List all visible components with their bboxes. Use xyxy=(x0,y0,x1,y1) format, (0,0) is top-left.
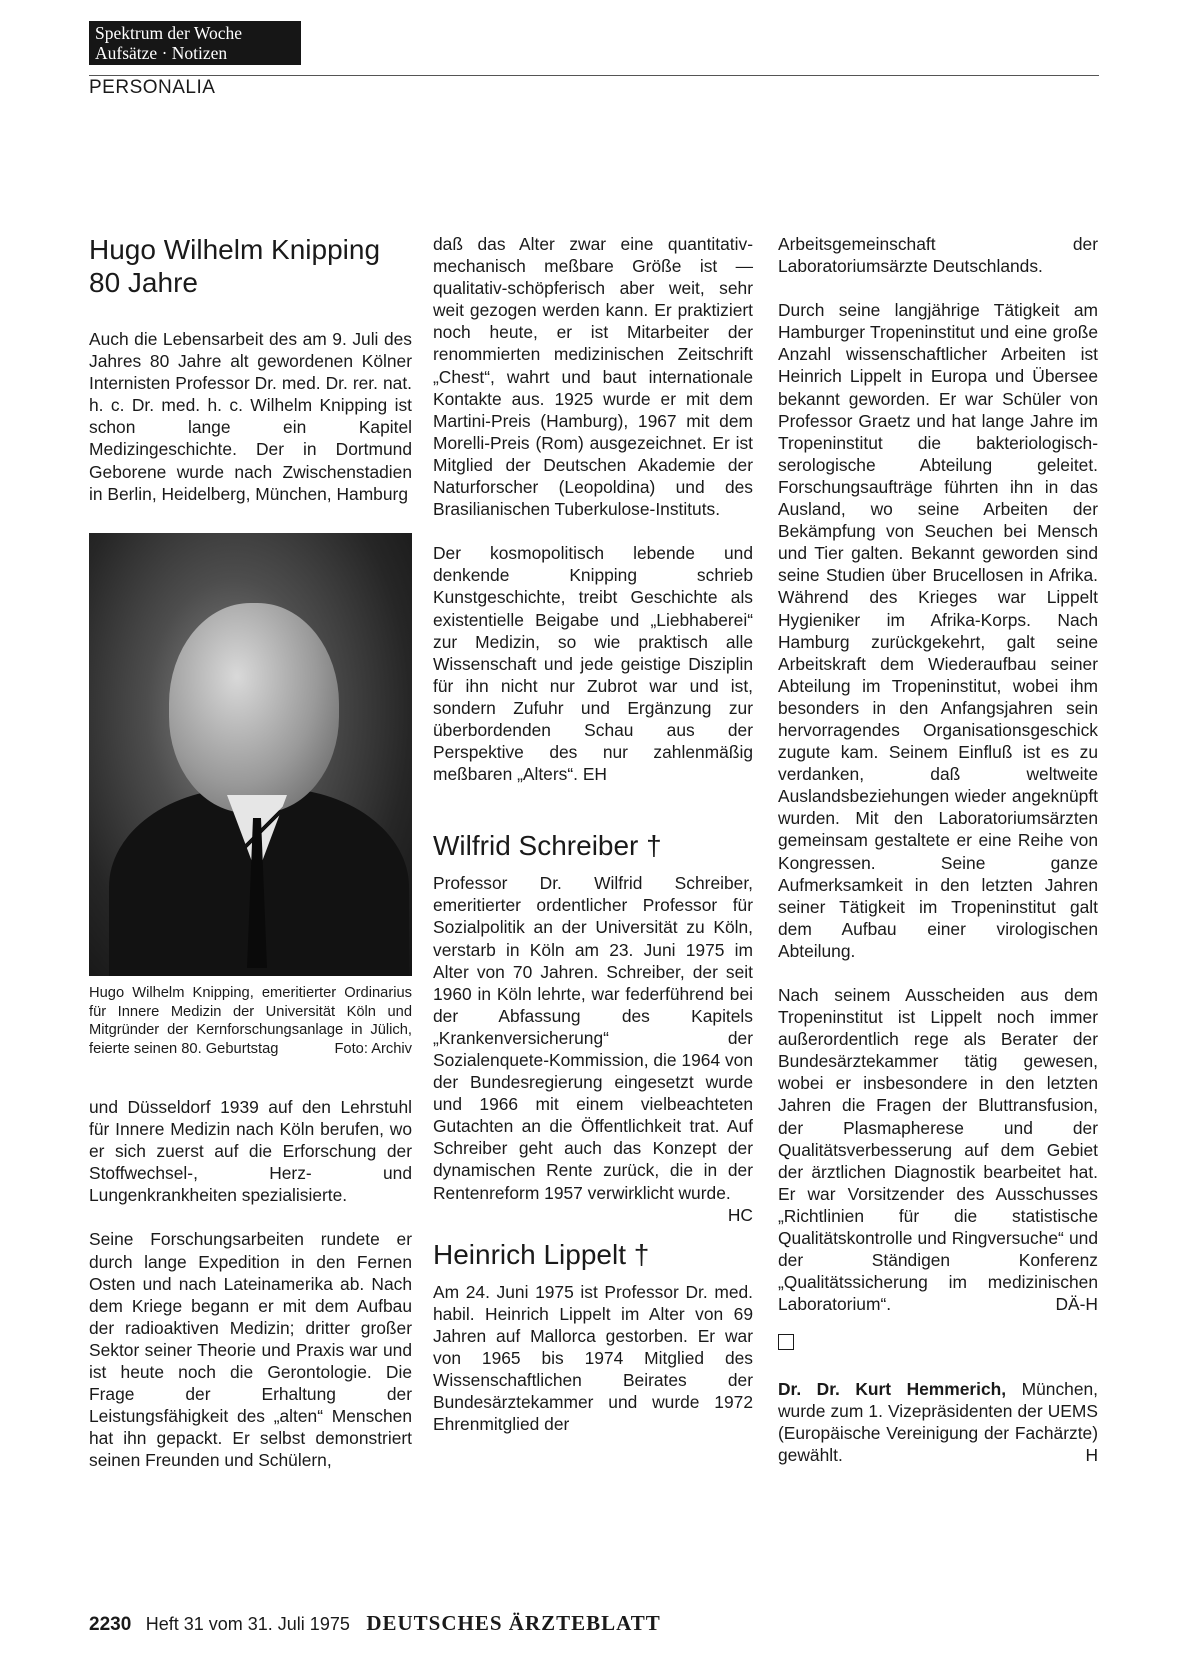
schreiber-signature: HC xyxy=(727,1204,753,1225)
knipping-signature: EH xyxy=(582,764,607,785)
page-footer xyxy=(89,1611,661,1636)
column-1-top xyxy=(89,233,412,505)
photo-credit: Foto: Archiv xyxy=(334,1040,412,1057)
end-box-icon xyxy=(778,1334,794,1350)
lippelt-headline: Heinrich Lippelt † xyxy=(433,1238,650,1270)
knipping-paragraph-5 xyxy=(433,542,753,785)
lippelt-signature: DÄ-H xyxy=(1055,1294,1098,1315)
lippelt-paragraph-1: Am 24. Juni 1975 ist Professor Dr. med. habil. Heinrich Lippelt im Alter von 69 Jahren auf Mallorca gestorben. Er war von 1965 bis 1974 Mitglied des Wissenschaftlichen Beirates der Bundesärztekammer und wurde 1972 Ehrenmitglied der xyxy=(433,1281,753,1435)
masthead-line-1: Spektrum der Woche xyxy=(95,23,242,43)
photo-caption xyxy=(89,984,412,1058)
lippelt-paragraph-4 xyxy=(778,984,1098,1315)
schreiber-paragraph-text: Professor Dr. Wilfrid Schreiber, emeritierter ordentlicher Professor für Sozialpolitik an der Universität zu Köln, verstarb in Köln am 23. Juni 1975 im Alter von 70 Jahren. Schreiber, der seit 1960 in Köln lehrte, war federführend bei der Abfassung des Kapitels „Krankenversicherung“ der Sozialenquete-Kommission, die 1964 von der Bundesregierung eingesetzt wurde und 1966 mit einem vielbeachteten Gutachten an die Öffentlichkeit trat. Auf Schreiber geht auch das Konzept der dynamischen Rente zurück, die in der Rentenreform 1957 verwirklicht wurde. xyxy=(433,873,753,1203)
knipping-paragraph-4: daß das Alter zwar eine quantitativ-mechanisch meßbare Größe ist — qualitativ-schöpferisch aber weit, sehr weit gezogen werden kann. Er praktiziert noch heute, er ist Mitarbeiter der renommierten medizinischen Zeitschrift „Chest“, wahrt und baut internationale Kontakte aus. 1925 wurde er mit dem Martini-Preis (Hamburg), 1967 mit dem Morelli-Preis (Rom) ausgezeichnet. Er ist Mitglied der Deutschen Akademie der Naturforscher (Leopoldina) und des Brasilianischen Tuberkulose-Instituts. xyxy=(433,234,753,520)
section-label: PERSONALIA xyxy=(89,77,216,98)
page-number: 2230 xyxy=(89,1614,132,1635)
knipping-portrait-photo xyxy=(89,533,412,976)
header-rule xyxy=(89,75,1099,76)
knipping-paragraph-2: und Düsseldorf 1939 auf den Lehrstuhl für Innere Medizin nach Köln berufen, wo er sich zuerst auf die Erforschung der Stoffwechsel-, Herz- und Lungenkrankheiten spezialisierte. xyxy=(89,1097,412,1206)
lippelt-paragraph-2: Arbeitsgemeinschaft der Laboratoriumsärzte Deutschlands. xyxy=(778,234,1098,277)
column-1-bottom xyxy=(89,1096,412,1472)
knipping-paragraph-1: Auch die Lebensarbeit des am 9. Juli des Jahres 80 Jahre alt gewordenen Kölner Internisten Professor Dr. med. Dr. rer. nat. h. c. Dr. med. h. c. Wilhelm Knipping ist schon lange ein Kapitel Medizingeschichte. Der in Dortmund Geborene wurde nach Zwischenstadien in Berlin, Heidelberg, München, Hamburg xyxy=(89,329,412,504)
masthead xyxy=(89,21,301,65)
hemmerich-name: Dr. Dr. Kurt Hemmerich, xyxy=(778,1378,1007,1399)
issue-info: Heft 31 vom 31. Juli 1975 xyxy=(145,1614,350,1634)
caption-text: Hugo Wilhelm Knipping, emeritierter Ordinarius für Innere Medizin der Universität Köln und Mitgründer der Kernforschungsanlage in Jülich, feierte seinen 80. Geburtstag xyxy=(89,985,412,1057)
masthead-line-2: Aufsätze · Notizen xyxy=(95,43,228,63)
knipping-paragraph-3: Seine Forschungsarbeiten rundete er durch lange Expedition in den Fernen Osten und nach Lateinamerika ab. Nach dem Kriege begann er mit dem Aufbau der radioaktiven Medizin; dritter großer Sektor seiner Theorie und Praxis war und ist heute noch die Gerontologie. Die Frage der Erhaltung der Leistungsfähigkeit des „alten“ Menschen hat ihn gepackt. Er selbst demonstriert seinen Freunden und Schülern, xyxy=(89,1229,412,1471)
lippelt-paragraph-4-text: Nach seinem Ausscheiden aus dem Tropeninstitut ist Lippelt noch immer außerordentlich rege als Berater der Bundesärztekammer tätig gewesen, wobei er insbesondere in den letzten Jahren die Fragen der Bluttransfusion, der Plasmapherese und der Qualitätsverbesserung auf dem Gebiet der ärztlichen Diagnostik bearbeitet hat. Er war Vorsitzender des Ausschusses „Richtlinien für die statistische Qualitätskontrolle und Ringversuche“ und der Ständigen Konferenz „Qualitätssicherung im medizinischen Laboratorium“. xyxy=(778,985,1098,1315)
knipping-paragraph-5-text: Der kosmopolitisch lebende und denkende Knipping schrieb Kunstgeschichte, treibt Geschichte als existentielle Beigabe und „Liebhaberei“ zur Medizin, so wie praktisch alle Wissenschaft und jede geistige Disziplin für ihn nicht nur Zubrot war und ist, sondern Zufuhr und Ergänzung zur überbordenden Schau aus der Perspektive des nur zahlenmäßig meßbaren „Alters“. xyxy=(433,543,753,785)
knipping-headline-line-1: Hugo Wilhelm Knipping xyxy=(89,234,381,265)
portrait-head xyxy=(169,603,339,813)
column-3 xyxy=(778,233,1098,1466)
column-2 xyxy=(433,233,753,1435)
magazine-name: DEUTSCHES ÄRZTEBLATT xyxy=(366,1611,661,1635)
knipping-headline xyxy=(89,233,412,299)
schreiber-paragraph xyxy=(433,872,753,1225)
knipping-headline-line-2: 80 Jahre xyxy=(89,267,198,298)
hemmerich-text: München, wurde zum 1. Vizepräsidenten der UEMS (Europäische Vereinigung der Fachärzte) gewählt. xyxy=(778,1378,1098,1465)
hemmerich-signature: H xyxy=(1085,1444,1098,1465)
hemmerich-notice xyxy=(778,1378,1098,1466)
schreiber-headline: Wilfrid Schreiber † xyxy=(433,830,662,862)
end-of-article-box xyxy=(778,1333,1098,1355)
lippelt-paragraph-3: Durch seine langjährige Tätigkeit am Hamburger Tropeninstitut und eine große Anzahl wissenschaftlicher Arbeiten ist Heinrich Lippelt in Europa und Übersee bekannt geworden. Er war Schüler von Professor Graetz und hat lange Jahre im Tropeninstitut die bakteriologisch-serologische Abteilung geleitet. Forschungsaufträge führten ihn in das Ausland, wo seine Arbeiten der Bekämpfung von Seuchen bei Mensch und Tier galten. Bekannt geworden sind seine Studien über Brucellosen in Afrika. Während des Krieges war Lippelt Hygieniker im Afrika-Korps. Nach Hamburg zurückgekehrt, galt seine Arbeitskraft dem Wiederaufbau seiner Abteilung im Tropeninstitut, wobei ihm besonders in den Anfangsjahren sein hervorragendes Organisationsgeschick zugute kam. Seinem Einfluß ist es zu verdanken, daß weltweite Auslandsbeziehungen wieder angeknüpft wurden. Mit den Laboratoriumsärzten gemeinsam gestaltete er eine Reihe von Kongressen. Seine ganze Aufmerksamkeit in den letzten Jahren seiner Tätigkeit im Tropeninstitut galt dem Aufbau einer virologischen Abteilung. xyxy=(778,300,1098,961)
